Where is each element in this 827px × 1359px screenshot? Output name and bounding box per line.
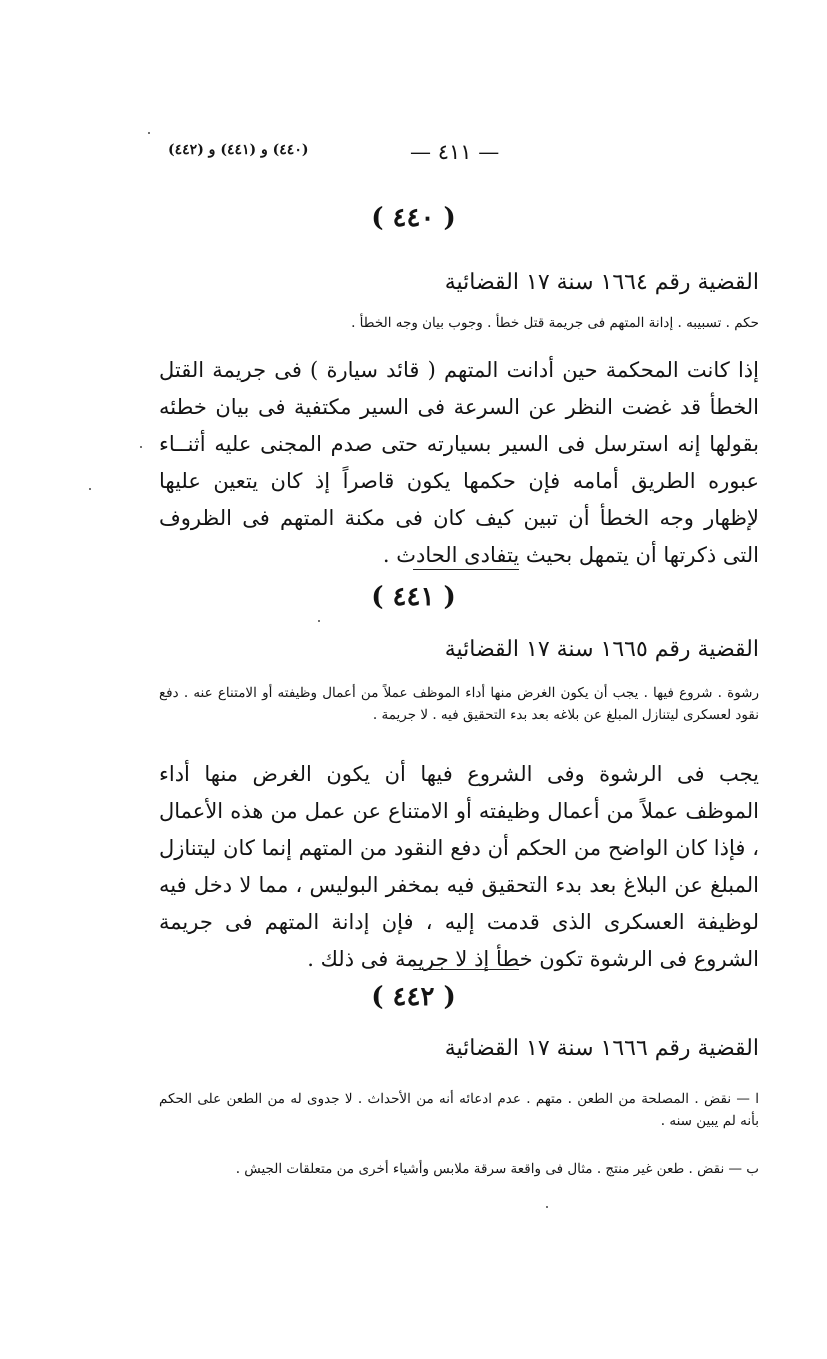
case-item-a-442: ا — نقض . المصلحة من الطعن . متهم . عدم ادعائه أنه من الأحداث . لا جدوى له من الطعن على الحكم بأنه لم يبين سنه . [159,1091,759,1129]
scan-speck [546,1206,548,1208]
scan-speck [318,620,320,622]
header-case-references: (٤٤٠) و (٤٤١) و (٤٤٢) [168,142,309,158]
page-number: — ٤١١ — [410,140,500,164]
scan-speck [140,446,142,448]
case-body-441: يجب فى الرشوة وفى الشروع فيها أن يكون الغرض منها أداء الموظف عملاً من أعمال وظيفته أو الامتناع عن عمل من هذه الأعمال ، فإذا كان الواضح من الحكم أن دفع النقود من المتهم إنما كان ليتنازل المبلغ عن البلاغ بعد بدء التحقيق فيه بمخفر البوليس ، مما لا دخل فيه لوظيفة العسكرى الذى قدمت إليه ، فإن إدانة المتهم فى جريمة الشروع فى الرشوة تكون خطأ إذ لا جريمة فى ذلك . [159,762,759,971]
scan-speck [89,488,91,490]
section-divider [413,569,519,570]
section-divider [413,969,519,970]
case-number-441: ( ٤٤١ ) [371,582,456,612]
case-item-b-442: ب — نقض . طعن غير منتج . مثال فى واقعة سرقة ملابس وأشياء أخرى من متعلقات الجيش . [235,1161,759,1177]
case-title-441: القضية رقم ١٦٦٥ سنة ١٧ القضائية [444,637,759,662]
case-title-440: القضية رقم ١٦٦٤ سنة ١٧ القضائية [444,270,759,295]
case-number-440: ( ٤٤٠ ) [371,203,456,233]
scan-speck [148,132,150,134]
case-body-440: إذا كانت المحكمة حين أدانت المتهم ( قائد سيارة ) فى جريمة القتل الخطأ قد غضت النظر عن السرعة فى السير مكتفية فى بيان خطئه بقولها إنه استرسل فى السير بسيارته حتى صدم المجنى عليه أثنــاء عبوره الطريق أمامه فإن حكمها يكون قاصراً إذ كان يتعين عليها لإظهار وجه الخطأ أن تبين كيف كان فى مكنة المتهم فى الظروف التى ذكرتها أن يتمهل بحيث يتفادى الحادث . [159,358,759,567]
case-summary-441: رشوة . شروع فيها . يجب أن يكون الغرض منها أداء الموظف عملاً من أعمال وظيفته أو الامتناع عنه . دفع نقود لعسكرى ليتنازل المبلغ عن بلاغه بعد بدء التحقيق فيه . لا جريمة . [159,685,759,723]
case-title-442: القضية رقم ١٦٦٦ سنة ١٧ القضائية [444,1036,759,1061]
case-number-442: ( ٤٤٢ ) [371,982,456,1012]
case-summary-440: حكم . تسبيبه . إدانة المتهم فى جريمة قتل خطأ . وجوب بيان وجه الخطأ . [351,315,759,331]
